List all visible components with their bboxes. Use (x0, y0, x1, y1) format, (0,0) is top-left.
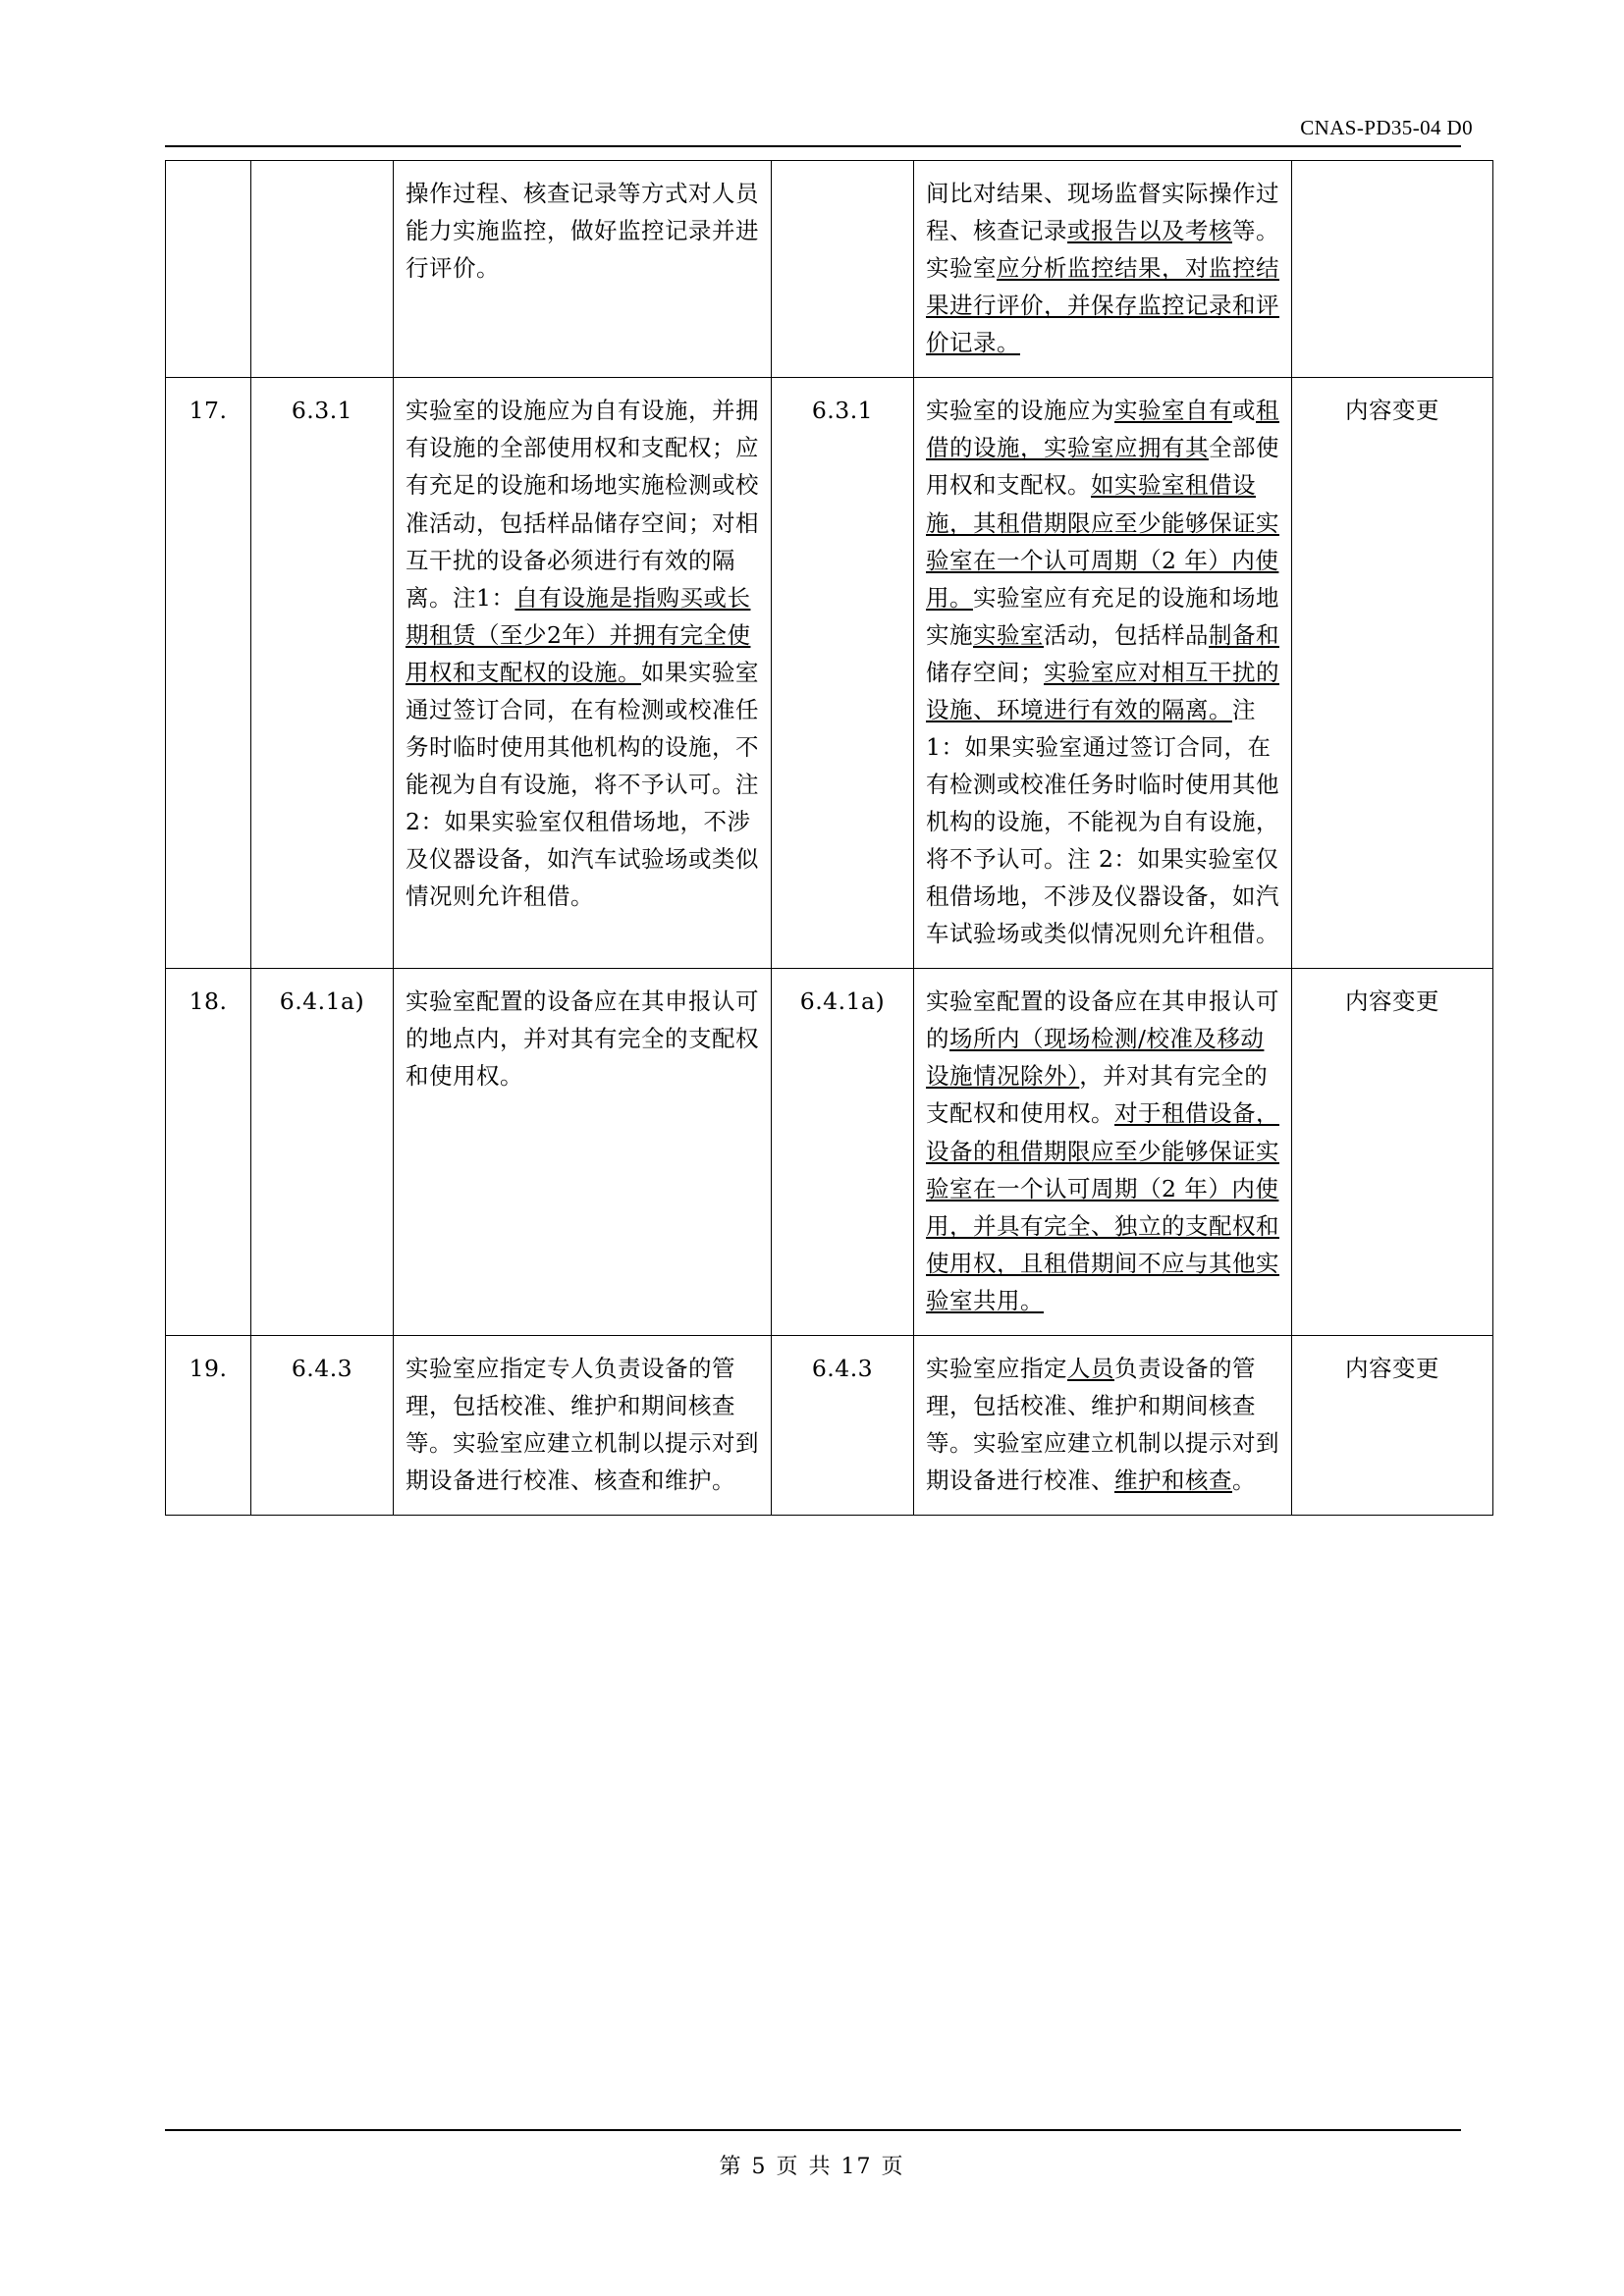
text-run: 实验室应指定 (926, 1354, 1067, 1382)
new-clause-cell (772, 378, 914, 969)
new-text-cell (914, 161, 1292, 378)
new-text-cell (914, 378, 1292, 969)
change-type-cell (1292, 969, 1493, 1336)
change-type-cell (1292, 378, 1493, 969)
text-run: 活动，包括样品 (1044, 620, 1209, 649)
text-run: 如果实验室通过签订合同，在有检测或校准任务时临时使用其他机构的设施，不能视为自有设施，将不予认可。 (406, 658, 759, 798)
text-run: 实验室的设施应为自有设施，并拥有设施的全部使用权和支配权；应有充足的设施和场地实施检测或校准活动，包括样品储存空间；对相互干扰的设备必须进行有效的隔离。 (406, 397, 759, 612)
old-text-cell (394, 161, 772, 378)
change-type: 内容变更 (1345, 1354, 1439, 1382)
old-text-paragraph: 实验室应指定专人负责设备的管理，包括校准、维护和期间核查等。实验室应建立机制以提示对到期设备进行校准、核查和维护。 (406, 1354, 759, 1494)
page-footer (0, 2150, 1624, 2180)
change-type-cell (1292, 1335, 1493, 1515)
text-run: 负责设备的管理，包括校准、维护和期间核查等。实验室 (926, 1354, 1256, 1457)
new-text-cell (914, 1335, 1292, 1515)
new-text-paragraph (926, 983, 1279, 1319)
row-number: 19. (189, 1354, 228, 1382)
row-number-cell (166, 161, 251, 378)
text-run: 等。实验室 (926, 217, 1279, 283)
page-content (165, 160, 1461, 1516)
new-clause-cell (772, 161, 914, 378)
text-run: 。 (1232, 1467, 1256, 1494)
old-text-cell (394, 969, 772, 1336)
change-type-cell (1292, 161, 1493, 378)
old-clause-cell (251, 969, 394, 1336)
header-document-code: CNAS-PD35-04 D0 (1300, 116, 1473, 139)
old-clause-number: 6.3.1 (291, 397, 353, 425)
revised-text-run: 人员 (1067, 1354, 1114, 1382)
new-clause-number: 6.4.1a) (799, 988, 886, 1016)
old-clause-number: 6.4.3 (291, 1354, 353, 1382)
new-text-paragraph (926, 175, 1279, 361)
footer-divider (165, 2129, 1461, 2131)
old-clause-number: 6.4.1a) (279, 988, 365, 1016)
text-run: ，并对其有完全的支配权和使用权。 (926, 1062, 1269, 1128)
row-number: 18. (189, 988, 228, 1016)
revised-text-run: 实验室应对相互干扰的设施、环境进行有效的隔离。 (926, 658, 1279, 723)
revised-text-run: 对于租借设备，设备的租借期限应至少能够保证实验室在一个认可周期（2 年）内使用，并具有完全、独立的支配权和使用权，且租借期间不应与其他实验室共用。 (926, 1099, 1279, 1314)
change-type: 内容变更 (1345, 988, 1439, 1016)
revised-text-run: 制备和 (1209, 620, 1279, 649)
text-run: 或 (1232, 397, 1256, 425)
old-text-paragraph (406, 392, 759, 915)
change-type: 内容变更 (1345, 397, 1439, 425)
text-run: 全部使用权和支配权。 (926, 434, 1279, 500)
old-text-cell (394, 1335, 772, 1515)
new-text-paragraph (926, 392, 1279, 952)
revised-text-run: 维护和核查 (1114, 1467, 1232, 1494)
new-clause-cell (772, 969, 914, 1336)
text-run: 间比对结果、现场监督实际操作过程、核查记录 (926, 180, 1279, 245)
old-clause-cell (251, 378, 394, 969)
revised-text-run: 如实验室租借设施，其租借期限应至少能够保证实验室在一个认可周期（2 年）内使用。 (926, 471, 1279, 612)
new-text-paragraph (926, 1350, 1279, 1499)
old-text-paragraph: 实验室配置的设备应在其申报认可的地点内，并对其有完全的支配权和使用权。 (406, 988, 759, 1091)
row-number-cell (166, 969, 251, 1336)
revised-text-run: 场所内（现场检测/校准及移动设施情况除外） (926, 1025, 1265, 1091)
text-run: 应建立机制以提示对到期设备进行校准、 (926, 1428, 1279, 1494)
page-number-text: 第 5 页 共 17 页 (719, 2155, 905, 2179)
text-run: 实验室的设施应为 (926, 397, 1114, 425)
table-body (166, 161, 1493, 1516)
new-clause-number: 6.3.1 (811, 397, 874, 425)
text-run: 注1： (453, 583, 515, 612)
text-run: 实验室配置的设备应在其申报认可的 (926, 988, 1279, 1053)
new-clause-number: 6.4.3 (811, 1354, 874, 1382)
revised-text-run: 或报告以及考核 (1067, 217, 1232, 245)
table-row (166, 969, 1493, 1336)
comparison-table (165, 160, 1493, 1516)
old-text-paragraph: 操作过程、核查记录等方式对人员能力实施监控，做好监控记录并进行评价。 (406, 180, 759, 283)
old-clause-cell (251, 161, 394, 378)
header-divider (165, 145, 1461, 147)
text-run: 注 1：如果实验室通过签订合同，在有检测或校准任务时临时使用其他机构的设施，不能视为自有设施，将不予认可。 (926, 695, 1279, 874)
text-run: 实验室应有充足的设施和场地实施 (926, 583, 1279, 649)
table-row (166, 161, 1493, 378)
text-run: 注 2：如果实验室仅租借场地，不涉及仪器设备，如汽车试验场或类似情况则允许租借。 (926, 845, 1279, 948)
revised-text-run: 自有设施是指购买或长期租赁（至少2年）并拥有完全使用权和支配权的设施。 (406, 583, 751, 686)
new-clause-cell (772, 1335, 914, 1515)
table-row (166, 378, 1493, 969)
row-number-cell (166, 378, 251, 969)
old-clause-cell (251, 1335, 394, 1515)
old-text-cell (394, 378, 772, 969)
text-run: 注 2：如果实验室仅租借场地，不涉及仪器设备，如汽车试验场或类似情况则允许租借。 (406, 770, 759, 911)
revised-text-run: 实验室 (973, 620, 1044, 649)
revised-text-run: 租借的设施，实验室应拥有其 (926, 397, 1279, 462)
row-number-cell (166, 1335, 251, 1515)
page-header (0, 116, 1624, 140)
revised-text-run: 应分析监控结果，对监控结果进行评价，并保存监控记录和评价记录。 (926, 254, 1279, 357)
revised-text-run: 实验室自有 (1114, 397, 1232, 425)
text-run: 储存空间； (926, 658, 1044, 686)
row-number: 17. (189, 397, 228, 425)
table-row (166, 1335, 1493, 1515)
new-text-cell (914, 969, 1292, 1336)
